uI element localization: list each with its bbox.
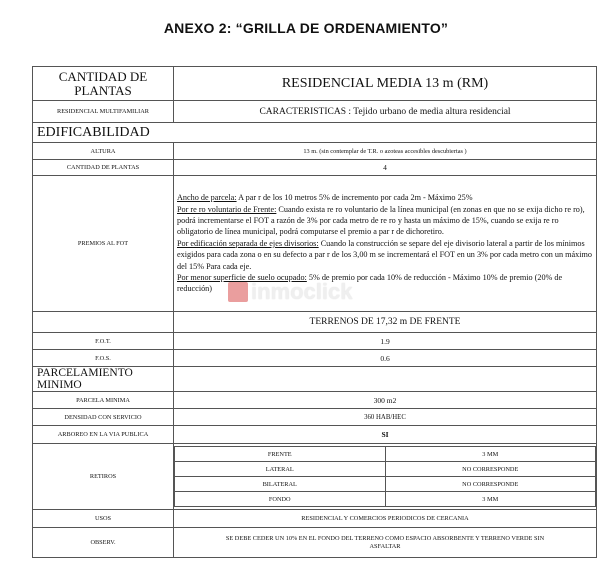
densidad-label: DENSIDAD CON SERVICIO <box>33 409 174 426</box>
residencial-label: RESIDENCIAL MULTIFAMILIAR <box>33 101 174 123</box>
retiro-bilateral-value: NO CORRESPONDE <box>385 477 596 492</box>
premio-ancho-head: Ancho de parcela: <box>177 193 237 203</box>
parcelamiento-row <box>33 367 597 392</box>
premio-retiro-frente <box>177 204 593 238</box>
retiro-frente-value: 3 MM <box>385 447 596 462</box>
residencial-row <box>33 101 597 123</box>
premios-label: PREMIOS AL FOT <box>33 176 174 312</box>
premio-ancho-text: A par r de los 10 metros 5% de incremento por cada 2m - Máximo 25% <box>236 193 473 203</box>
retiro-lateral-label: LATERAL <box>175 462 386 477</box>
premio-ejes-head: Por edificación separada de ejes divisorios: <box>177 238 319 248</box>
retiro-lateral-row <box>175 462 596 477</box>
premio-ancho-parcela <box>177 192 593 203</box>
fot-value: 1.9 <box>174 333 597 350</box>
altura-label: ALTURA <box>33 143 174 160</box>
observ-label: OBSERV. <box>33 528 174 558</box>
densidad-value: 360 HAB/HEC <box>174 409 597 426</box>
premio-ejes-text: Cuando la construcción se separe del eje divisorio lateral a partir de los mínimos exigidos para cada zona o en su defecto a par r de los 3,00 m se incrementará el FOT en un 3% por cada metro con un máximo del 15% Para cada eje. <box>177 238 592 271</box>
observ-value: SE DEBE CEDER UN 10% EN EL FONDO DEL TERRENO COMO ESPACIO ABSORBENTE Y TERRENO VERDE SIN ASFALTAR <box>174 528 597 558</box>
section-parcelamiento: PARCELAMIENTO MINIMO <box>33 367 174 392</box>
header-row <box>33 67 597 101</box>
usos-row <box>33 510 597 528</box>
parcelamiento-empty-cell <box>174 367 597 392</box>
altura-row <box>33 143 597 160</box>
terrenos-empty-cell <box>33 312 174 333</box>
retiro-fondo-value: 3 MM <box>385 492 596 507</box>
inmoclick-logo-icon <box>228 282 248 302</box>
fos-label: F.O.S. <box>33 350 174 367</box>
retiros-subtable-cell <box>174 444 597 510</box>
parcela-row <box>33 392 597 409</box>
terrenos-row <box>33 312 597 333</box>
section-edificabilidad: EDIFICABILIDAD <box>33 123 597 143</box>
observ-row <box>33 528 597 558</box>
fos-row <box>33 350 597 367</box>
retiro-lateral-value: NO CORRESPONDE <box>385 462 596 477</box>
retiros-subtable <box>174 446 596 507</box>
parcela-label: PARCELA MINIMA <box>33 392 174 409</box>
fot-row <box>33 333 597 350</box>
retiro-fondo-label: FONDO <box>175 492 386 507</box>
retiros-row <box>33 444 597 510</box>
premio-retiro-head: Por re ro voluntario de Frente: <box>177 204 277 214</box>
plantas-value: 4 <box>174 160 597 176</box>
plantas-label: CANTIDAD DE PLANTAS <box>33 160 174 176</box>
premio-superficie-text: 5% de premio por cada 10% de reducción - Máximo 10% de premio (20% de reducción) <box>177 273 563 294</box>
plantas-row <box>33 160 597 176</box>
retiro-bilateral-row <box>175 477 596 492</box>
watermark-text: inmoclick <box>251 279 353 304</box>
fot-label: F.O.T. <box>33 333 174 350</box>
residencial-value: CARACTERISTICAS : Tejido urbano de media altura residencial <box>174 101 597 123</box>
premio-superficie-head: Por menor superficie de suelo ocupado: <box>177 273 307 283</box>
usos-value: RESIDENCIAL Y COMERCIOS PERIODICOS DE CERCANIA <box>174 510 597 528</box>
edificabilidad-row <box>33 123 597 143</box>
retiro-bilateral-label: BILATERAL <box>175 477 386 492</box>
header-right: RESIDENCIAL MEDIA 13 m (RM) <box>174 67 597 101</box>
document-title: ANEXO 2: “GRILLA DE ORDENAMIENTO” <box>163 20 449 36</box>
arboreo-value: SI <box>174 426 597 444</box>
premio-retiro-text: Cuando exista re ro voluntario de la línea municipal (en zonas en que no se exija dicho re ro), podrá incrementarse el FOT a razón de 3% por cada metro de re ro y hasta un máximo de 15%, cuando se exija re ro obligatorio de línea municipal, podrá computarse el premio a par r de dichoretiro. <box>177 204 585 237</box>
header-left: CANTIDAD DE PLANTAS <box>33 67 174 101</box>
inmoclick-watermark <box>228 279 352 305</box>
arboreo-row <box>33 426 597 444</box>
retiro-frente-label: FRENTE <box>175 447 386 462</box>
parcela-value: 300 m2 <box>174 392 597 409</box>
retiro-frente-row <box>175 447 596 462</box>
altura-value: 13 m. (sin contemplar de T.R. o azoteas accesibles descubiertas ) <box>174 143 597 160</box>
fos-value: 0.6 <box>174 350 597 367</box>
retiros-label: RETIROS <box>33 444 174 510</box>
arboreo-label: ARBOREO EN LA VIA PUBLICA <box>33 426 174 444</box>
ordering-grid <box>32 66 597 558</box>
usos-label: USOS <box>33 510 174 528</box>
retiro-fondo-row <box>175 492 596 507</box>
premio-ejes-divisorios <box>177 238 593 272</box>
densidad-row <box>33 409 597 426</box>
terrenos-value: TERRENOS DE 17,32 m DE FRENTE <box>174 312 597 333</box>
